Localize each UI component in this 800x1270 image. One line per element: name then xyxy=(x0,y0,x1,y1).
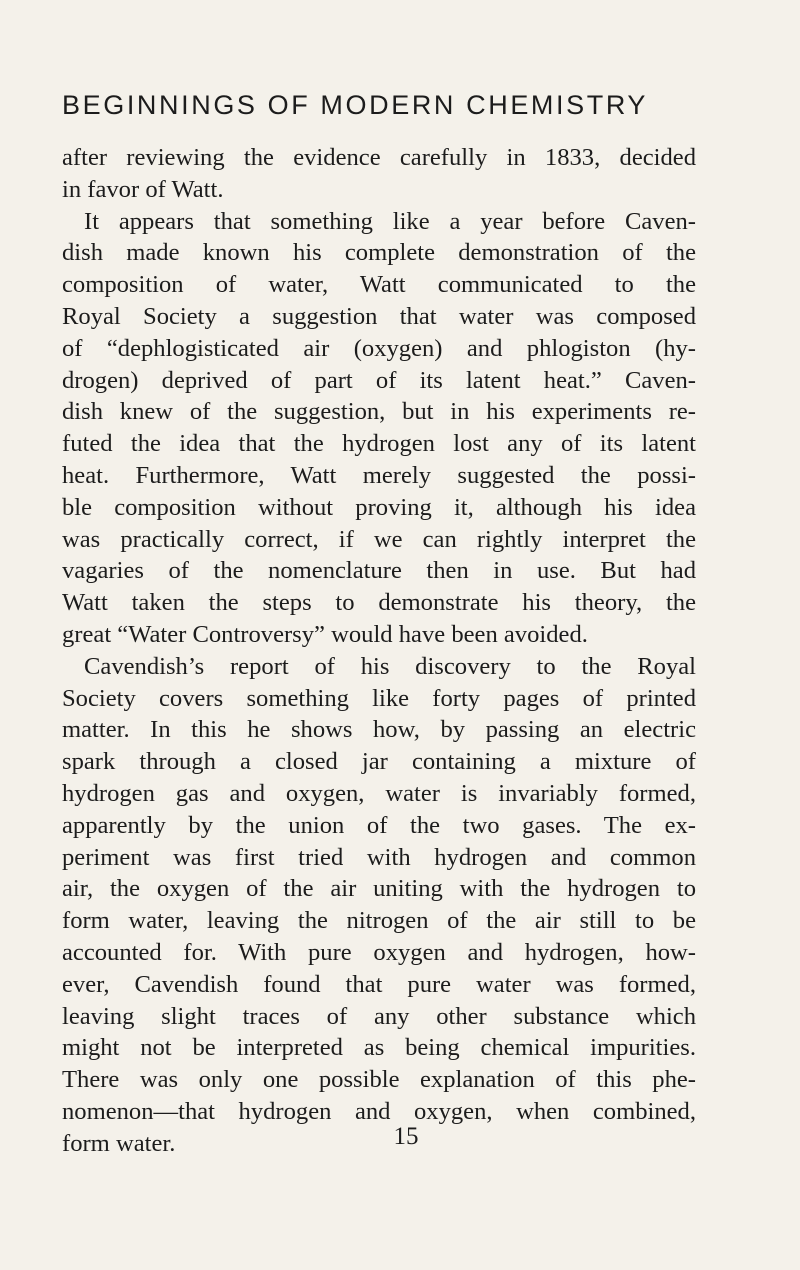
text-line: It appears that something like a year before Caven- xyxy=(84,207,696,235)
text-line: matter. In this he shows how, by passing an electric xyxy=(62,716,696,744)
text-line: apparently by the union of the two gases. The ex- xyxy=(62,811,696,839)
paragraph xyxy=(62,206,696,651)
text-line: in favor of Watt. xyxy=(62,175,224,203)
running-head: BEGINNINGS OF MODERN CHEMISTRY xyxy=(62,90,649,120)
text-line: heat. Furthermore, Watt merely suggested the possi- xyxy=(62,461,696,489)
text-line: futed the idea that the hydrogen lost any of its latent xyxy=(62,430,696,458)
text-line: of “dephlogisticated air (oxygen) and phlogiston (hy- xyxy=(62,334,696,362)
text-line: accounted for. With pure oxygen and hydrogen, how- xyxy=(62,938,696,966)
text-line: after reviewing the evidence carefully in 1833, decided xyxy=(62,144,696,171)
text-line: form water. xyxy=(62,1129,176,1157)
paragraph xyxy=(62,142,696,206)
text-line: hydrogen gas and oxygen, water is invariably formed, xyxy=(62,779,696,807)
text-line: composition of water, Watt communicated to the xyxy=(62,271,696,299)
text-line: vagaries of the nomenclature then in use. But had xyxy=(62,557,696,585)
text-line: ever, Cavendish found that pure water was formed, xyxy=(62,970,696,998)
text-line: nomenon—that hydrogen and oxygen, when combined, xyxy=(62,1097,696,1125)
text-line: was practically correct, if we can rightly interpret the xyxy=(62,525,696,553)
text-line: Royal Society a suggestion that water was composed xyxy=(62,302,696,330)
text-line: form water, leaving the nitrogen of the air still to be xyxy=(62,907,696,935)
text-line: drogen) deprived of part of its latent heat.” Caven- xyxy=(62,366,696,394)
text-line: spark through a closed jar containing a mixture of xyxy=(62,748,696,776)
text-line: dish made known his complete demonstration of the xyxy=(62,239,696,267)
text-line: periment was first tried with hydrogen and common xyxy=(62,843,696,871)
paragraph xyxy=(62,651,696,1160)
page-number: 15 xyxy=(393,1123,419,1150)
text-line: Watt taken the steps to demonstrate his theory, the xyxy=(62,589,696,617)
text-line: There was only one possible explanation of this phe- xyxy=(62,1066,696,1094)
text-line: might not be interpreted as being chemical impurities. xyxy=(62,1034,696,1062)
text-line: leaving slight traces of any other substance which xyxy=(62,1002,696,1030)
text-line: Cavendish’s report of his discovery to the Royal xyxy=(84,652,696,680)
text-line: ble composition without proving it, although his idea xyxy=(62,493,696,521)
body-text xyxy=(62,142,696,1160)
text-line: dish knew of the suggestion, but in his experiments re- xyxy=(62,398,696,426)
text-line: Society covers something like forty pages of printed xyxy=(62,684,696,712)
text-line: great “Water Controversy” would have been avoided. xyxy=(62,620,588,648)
text-line: air, the oxygen of the air uniting with the hydrogen to xyxy=(62,875,696,903)
